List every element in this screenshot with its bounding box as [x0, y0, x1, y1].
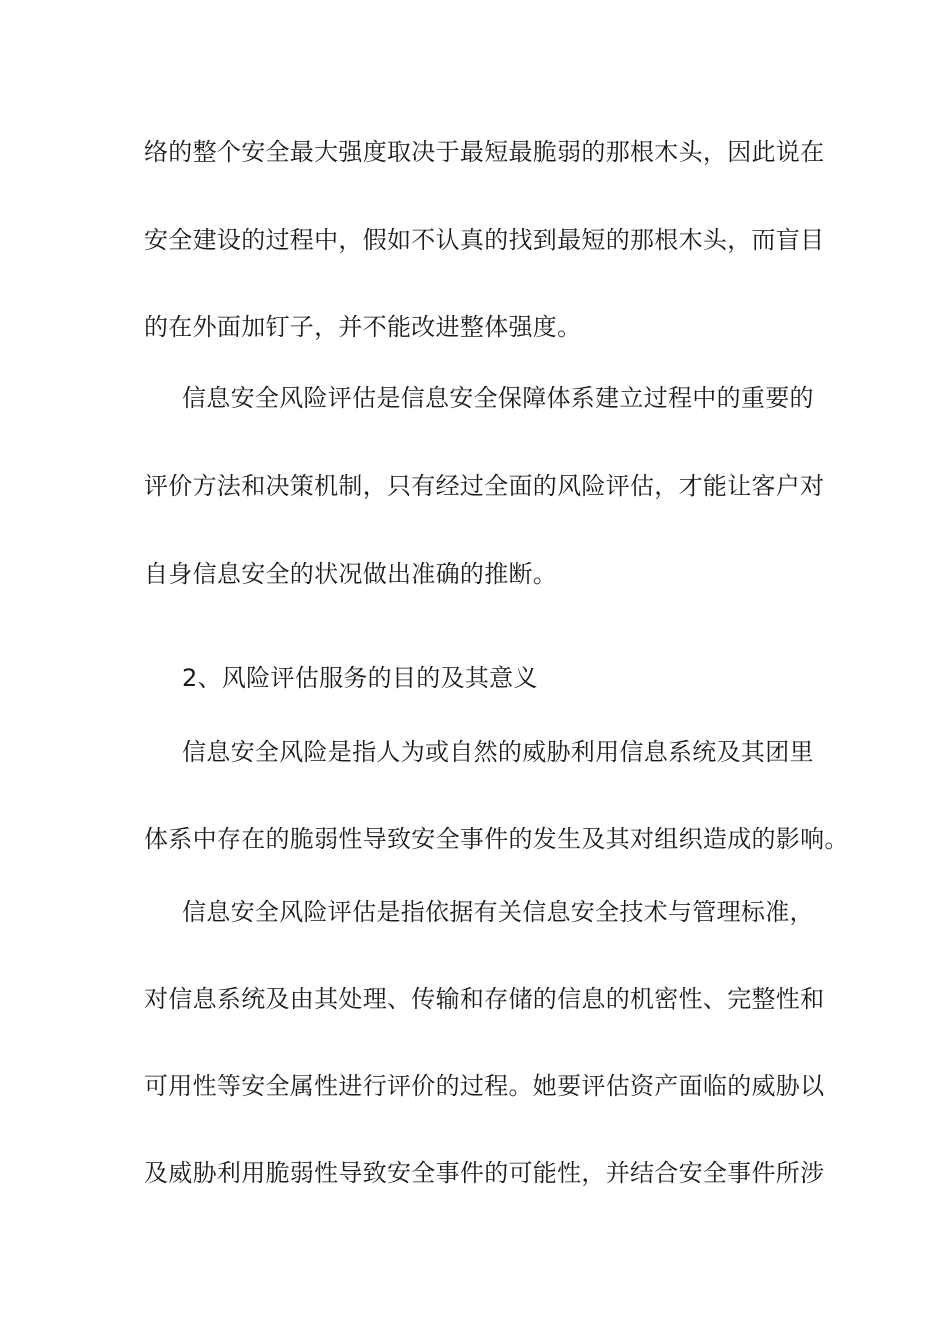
paragraph-line: 评价方法和决策机制，只有经过全面的风险评估，才能让客户对 [144, 472, 825, 500]
paragraph-line: 络的整个安全最大强度取决于最短最脆弱的那根木头，因此说在 [144, 138, 825, 166]
paragraph-line: 信息安全风险评估是信息安全保障体系建立过程中的重要的 [182, 384, 814, 412]
paragraph-line: 及威胁利用脆弱性导致安全事件的可能性，并结合安全事件所涉 [144, 1159, 825, 1187]
paragraph-line: 对信息系统及由其处理、传输和存储的信息的机密性、完整性和 [144, 985, 825, 1013]
paragraph-line: 安全建设的过程中，假如不认真的找到最短的那根木头，而盲目 [144, 226, 825, 254]
section-heading: 2、风险评估服务的目的及其意义 [182, 664, 538, 692]
paragraph-line: 信息安全风险评估是指依据有关信息安全技术与管理标准， [182, 898, 814, 926]
paragraph-line: 体系中存在的脆弱性导致安全事件的发生及其对组织造成的影响。 [144, 825, 849, 853]
paragraph-line: 的在外面加钉子，并不能改进整体强度。 [144, 313, 582, 341]
paragraph-line: 自身信息安全的状况做出准确的推断。 [144, 560, 558, 588]
paragraph-line: 信息安全风险是指人为或自然的威胁利用信息系统及其团里 [182, 738, 814, 766]
paragraph-line: 可用性等安全属性进行评价的过程。她要评估资产面临的威胁以 [144, 1072, 825, 1100]
